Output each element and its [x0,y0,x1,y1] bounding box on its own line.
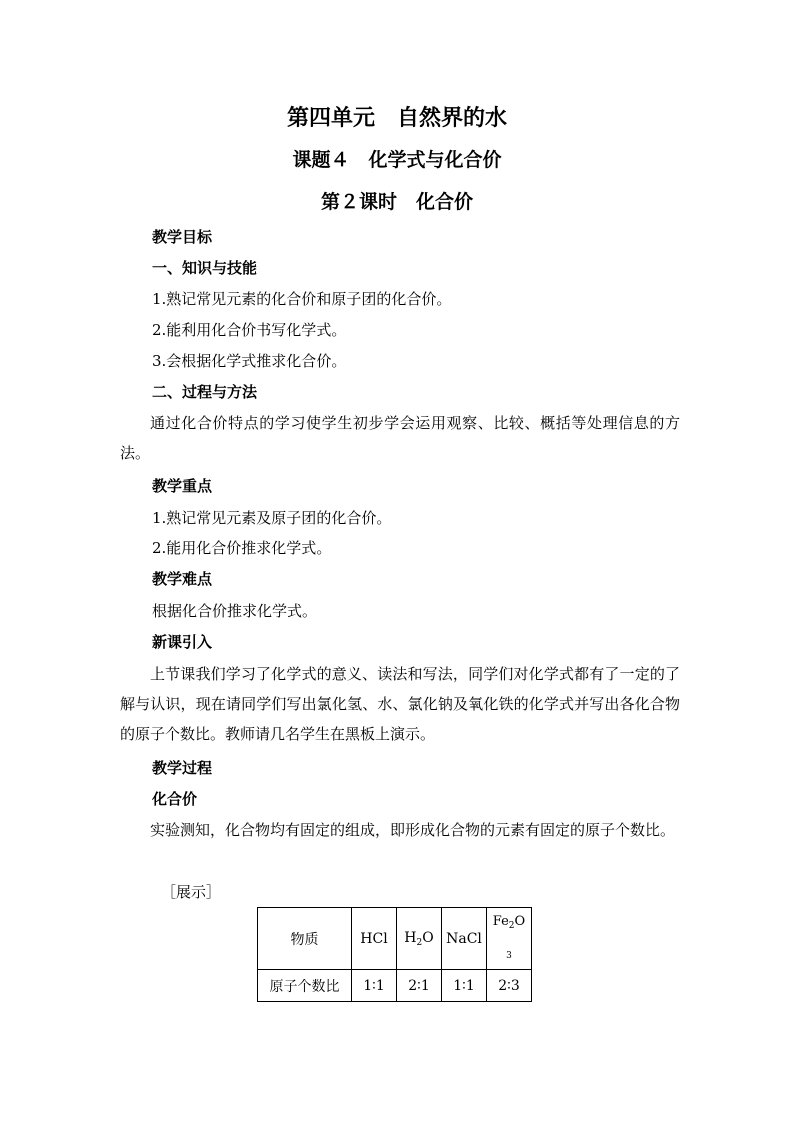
objective-item-2: 2.能利用化合价书写化学式。 [152,321,347,339]
valence-heading: 化合价 [152,790,198,808]
cell-fe2o3: $Fe_2O$ $_3$ [487,908,532,970]
intro-text: 上节课我们学习了化学式的意义、读法和写法，同学们对化学式都有了一定的了解与认识，现在请同学们写出氯化氢、水、氯化钠及氧化铁的化学式并写出各化合物的原子个数比。教师请几名学生在黑板上演示。 [120,665,680,743]
difficulty-text: 根据化合价推求化学式。 [152,602,318,620]
intro-heading: 新课引入 [152,633,213,651]
valence-text: 实验测知，化合物均有固定的组成，即形成化合物的元素有固定的原子个数比。 [150,821,676,839]
table-row [258,908,532,970]
process-method-text: 通过化合价特点的学习使学生初步学会运用观察、比较、概括等处理信息的方法。 [120,414,680,462]
key-points-heading: 教学重点 [152,477,213,495]
cell-hcl: HCl [352,908,397,970]
objective-item-3: 3.会根据化学式推求化合价。 [152,352,347,370]
cell-h2o: $H_2O$ [397,908,442,970]
ratio-fe2o3: 2∶3 [487,970,532,1002]
objective-item-1: 1.熟记常见元素的化合价和原子团的化合价。 [152,290,452,308]
key-point-1: 1.熟记常见元素及原子团的化合价。 [152,509,392,527]
knowledge-skills-heading: 一、知识与技能 [152,259,258,277]
objectives-heading: 教学目标 [152,228,213,246]
unit-title: 第四单元 自然界的水 [286,106,507,131]
process-method-heading: 二、过程与方法 [152,383,258,401]
table-row [258,970,532,1002]
period-title: 第２课时 化合价 [320,191,473,213]
row-label-substance: 物质 [258,908,352,970]
teaching-process-heading: 教学过程 [152,759,213,777]
lesson-title: 课题４ 化学式与化合价 [292,149,502,171]
ratio-nacl: 1∶1 [442,970,487,1002]
show-label: ［展示］ [161,883,222,901]
difficulty-heading: 教学难点 [152,570,213,588]
key-point-2: 2.能用化合价推求化学式。 [152,539,332,557]
row-label-ratio: 原子个数比 [258,970,352,1002]
ratio-h2o: 2∶1 [397,970,442,1002]
cell-nacl: NaCl [442,908,487,970]
atom-ratio-table [257,907,532,1002]
ratio-hcl: 1∶1 [352,970,397,1002]
